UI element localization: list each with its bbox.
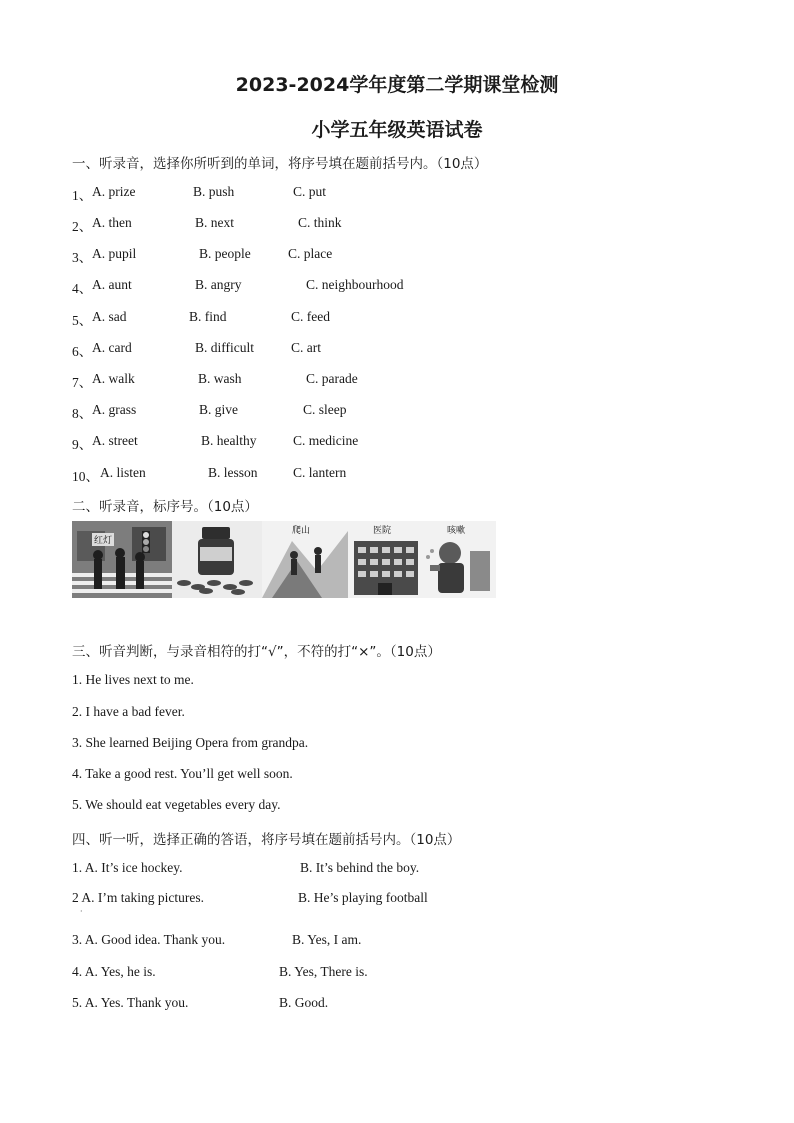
answer-option-b: B. Yes, I am. — [292, 932, 362, 947]
answer-option-a: 4. A. Yes, he is. — [72, 964, 156, 979]
statement-item: 3. She learned Beijing Opera from grandpa. — [72, 735, 309, 750]
option-b: B. wash — [198, 371, 242, 386]
panel-coughing — [422, 521, 496, 598]
question-number: 8、 — [72, 406, 93, 421]
panel-hospital — [348, 521, 422, 598]
option-b: B. healthy — [201, 433, 257, 448]
answer-option-a: 2 A. I’m taking pictures. — [72, 890, 204, 905]
answer-option-a: 1. A. It’s ice hockey. — [72, 860, 183, 875]
option-a: A. pupil — [92, 246, 137, 261]
panel-label: 红灯 — [92, 533, 114, 546]
option-a: A. listen — [100, 465, 146, 480]
option-c: C. sleep — [303, 402, 347, 417]
panel-label: 咳嗽 — [447, 526, 466, 536]
panel-label: 爬山 — [292, 526, 311, 536]
option-c: C. medicine — [293, 433, 359, 448]
panel-climbing — [262, 521, 348, 598]
option-b: B. difficult — [195, 340, 254, 355]
option-c: C. parade — [306, 371, 358, 386]
option-c: C. place — [288, 246, 333, 261]
option-a: A. aunt — [92, 277, 132, 292]
option-b: B. lesson — [208, 465, 258, 480]
answer-option-b: B. Yes, There is. — [279, 964, 368, 979]
option-b: B. find — [189, 309, 227, 324]
page-title: 2023-2024学年度第二学期课堂检测 — [235, 74, 559, 96]
option-b: B. angry — [195, 277, 242, 292]
section1-heading: 一、听录音，选择你所听到的单词，将序号填在题前括号内。（10点） — [72, 156, 488, 172]
section2-heading: 二、听录音，标序号。（10点） — [72, 499, 258, 515]
option-a: A. then — [92, 215, 132, 230]
option-c: C. think — [298, 215, 342, 230]
statement-item: 1. He lives next to me. — [72, 672, 194, 687]
option-a: A. grass — [92, 402, 137, 417]
answer-option-b: B. Good. — [279, 995, 329, 1010]
section3-heading: 三、听音判断，与录音相符的打“√”，不符的打“×”。（10点） — [72, 644, 441, 660]
stray-mark: · — [80, 907, 83, 916]
option-a: A. sad — [92, 309, 127, 324]
option-b: B. give — [199, 402, 238, 417]
question-number: 9、 — [72, 437, 93, 452]
option-a: A. prize — [92, 184, 136, 199]
option-b: B. next — [195, 215, 234, 230]
section4-heading: 四、听一听，选择正确的答语，将序号填在题前括号内。（10点） — [72, 832, 461, 848]
medicine-bottle-icon — [172, 521, 262, 598]
option-a: A. street — [92, 433, 138, 448]
option-c: C. neighbourhood — [306, 277, 404, 292]
question-number: 4、 — [72, 281, 93, 296]
page-subtitle: 小学五年级英语试卷 — [311, 119, 483, 141]
option-c: C. art — [291, 340, 321, 355]
answer-option-a: 3. A. Good idea. Thank you. — [72, 932, 226, 947]
question-number: 6、 — [72, 344, 93, 359]
question-number: 7、 — [72, 375, 93, 390]
option-a: A. walk — [92, 371, 135, 386]
panel-medicine — [172, 521, 262, 598]
question-number: 5、 — [72, 313, 93, 328]
question-number: 3、 — [72, 250, 93, 265]
option-b: B. push — [193, 184, 235, 199]
question-number: 2、 — [72, 219, 93, 234]
option-c: C. lantern — [293, 465, 347, 480]
question-number: 10、 — [72, 469, 99, 484]
question-number: 1、 — [72, 188, 93, 203]
traffic-light-crossing-icon — [72, 521, 172, 598]
panel-traffic-light — [72, 521, 172, 598]
statement-item: 4. Take a good rest. You’ll get well soon. — [72, 766, 293, 781]
option-c: C. put — [293, 184, 327, 199]
answer-option-b: B. It’s behind the boy. — [300, 860, 420, 875]
answer-option-a: 5. A. Yes. Thank you. — [72, 995, 189, 1010]
option-b: B. people — [199, 246, 251, 261]
statement-item: 2. I have a bad fever. — [72, 704, 185, 719]
statement-item: 5. We should eat vegetables every day. — [72, 797, 281, 812]
picture-strip — [72, 521, 496, 598]
option-c: C. feed — [291, 309, 330, 324]
answer-option-b: B. He’s playing football — [298, 890, 428, 905]
panel-label: 医院 — [373, 526, 392, 536]
option-a: A. card — [92, 340, 132, 355]
